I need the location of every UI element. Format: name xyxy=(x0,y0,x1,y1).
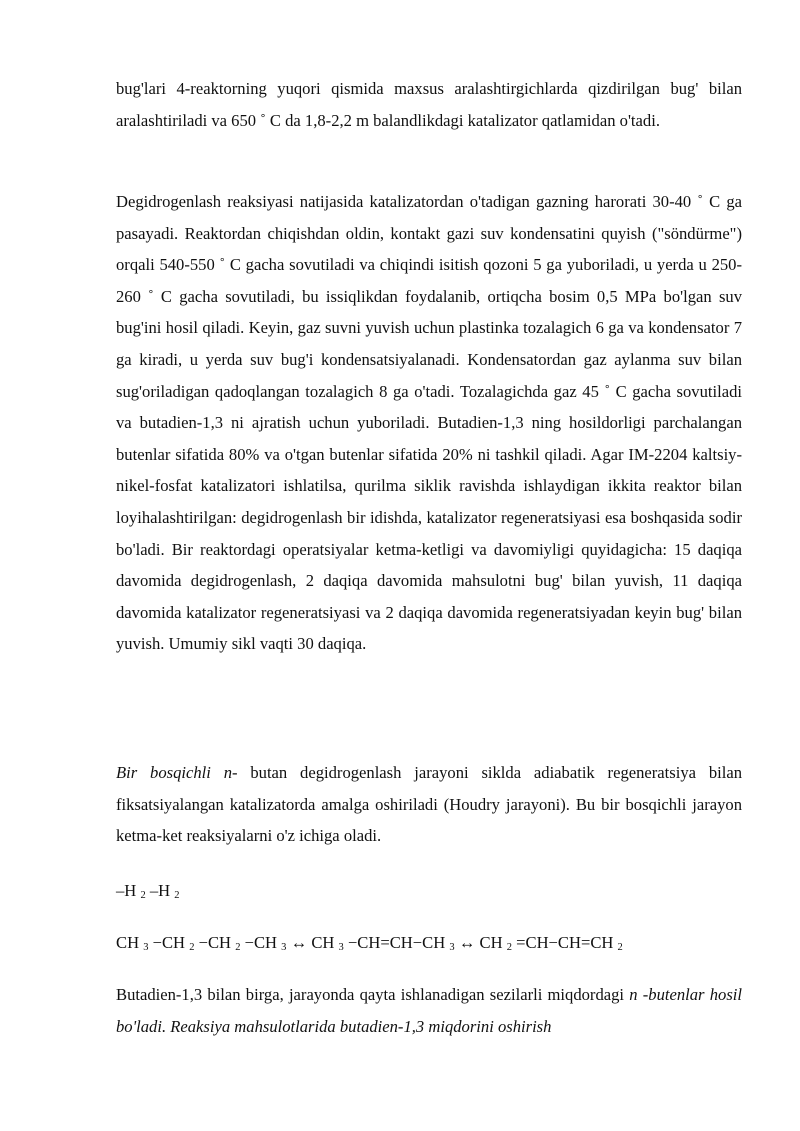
italic-continuation: n -butenlar hosil bo'ladi. Reaksiya mahsulotlarida butadien-1,3 miqdorini oshirish xyxy=(116,985,743,1036)
paragraph-dehydrogenation: Degidrogenlash reaksiyasi natijasida katalizatordan o'tadigan gazning harorati 30-40 ˚ C ga pasayadi. Reaktordan chiqishdan oldin, kontakt gazi suv kondensatini quyish ("söndürme") orqali 540-550 ˚ C gacha sovutiladi va chiqindi isitish qozoni 5 ga yuboriladi, u yerda u 250-260 ˚ C gacha sovutiladi, bu issiqlikdan foydalanib, ortiqcha bosim 0,5 MPa bo'lgan suv bug'ini hosil qiladi. Keyin, gaz suvni yuvish uchun plastinka tozalagich 6 ga va kondensator 7 ga kiradi, u yerda suv bug'i kondensatsiyalanadi. Kondensatordan gaz aylanma suv bilan sug'oriladigan qadoqlangan tozalagich 8 ga o'tadi. Tozalagichda gaz 45 ˚ C gacha sovutiladi va butadien-1,3 ni ajratish uchun yuboriladi. Butadien-1,3 ning hosildorligi parchalangan butenlar sifatida 80% va o'tgan butenlar sifatida 20% ni tashkil qiladi. Agar IM-2204 kaltsiy-nikel-fosfat katalizatori ishlatilsa, qurilma siklik ravishda ishlaydigan ikkita reaktor bilan loyihalashtirilgan: degidrogenlash bir idishda, katalizator regeneratsiyasi esa boshqasida sodir bo'ladi. Bir reaktordagi operatsiyalar ketma-ketligi va davomiyligi quyidagicha: 15 daqiqa davomida degidrogenlash, 2 daqiqa davomida mahsulotni bug' bilan yuvish, 11 daqiqa davomida katalizator regeneratsiyasi va 2 daqiqa davomida regeneratsiyadan keyin bug' bilan yuvish. Umumiy sikl vaqti 30 daqiqa. xyxy=(116,192,742,654)
paragraph-houdry-process xyxy=(116,757,742,852)
reaction-conditions: –H 2 –H 2 xyxy=(116,881,180,901)
paragraph-butenes: Butadien-1,3 bilan birga, jarayonda qayta ishlanadigan sezilarli miqdordagi n -butenlar hosil bo'ladi. Reaksiya mahsulotlarida butadien-1,3 miqdorini oshirish xyxy=(116,985,743,1036)
italic-lead: Bir bosqichli n- xyxy=(116,763,238,782)
reaction-equation: CH 3 −CH 2 −CH 2 −CH 3 ↔ CH 3 −CH=CH−CH 3 ↔ CH 2 =CH−CH=CH 2 xyxy=(116,933,623,953)
paragraph-houdry-text: butan degidrogenlash jarayoni siklda adiabatik regeneratsiya bilan fiksatsiyalangan katalizatorda amalga oshiriladi (Houdry jarayoni). Bu bir bosqichli jarayon ketma-ket reaksiyalarni o'z ichiga oladi. xyxy=(116,763,742,846)
equilibrium-arrow: ↔ xyxy=(290,933,308,952)
paragraph-reactor-mixing: bug'lari 4-reaktorning yuqori qismida maxsus aralashtirgichlarda qizdirilgan bug' bilan aralashtiriladi va 650 ˚ C da 1,8-2,2 m balandlikdagi katalizator qatlamidan o'tadi. xyxy=(116,79,742,130)
equilibrium-arrow: ↔ xyxy=(458,933,476,952)
